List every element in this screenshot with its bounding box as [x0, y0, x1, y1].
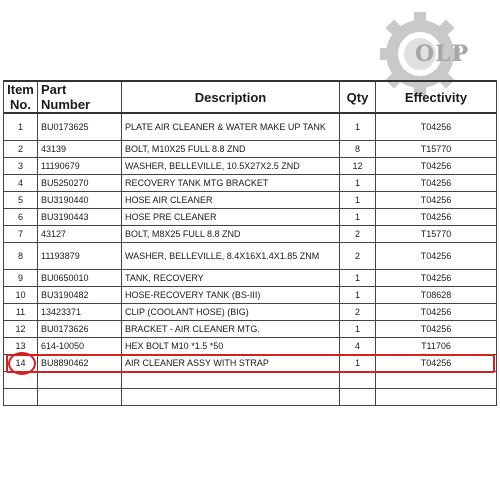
cell-item: 12 [4, 321, 38, 338]
cell-effectivity: T04256 [376, 304, 497, 321]
header-effectivity: Effectivity [376, 81, 497, 113]
cell-item: 13 [4, 338, 38, 355]
table-row [4, 270, 497, 287]
cell-description: HEX BOLT M10 *1.5 *50 [122, 338, 340, 355]
cell-description: CLIP (COOLANT HOSE) (BIG) [122, 304, 340, 321]
cell-part-number: 11190679 [38, 158, 122, 175]
cell-description: HOSE AIR CLEANER [122, 192, 340, 209]
cell-qty: 2 [340, 304, 376, 321]
cell-qty: 1 [340, 209, 376, 226]
cell-part-number: BU0173625 [38, 113, 122, 141]
cell-item: 7 [4, 226, 38, 243]
cell-qty: 4 [340, 338, 376, 355]
cell-item: 4 [4, 175, 38, 192]
header-part-number: Part Number [38, 81, 122, 113]
cell-description: WASHER, BELLEVILLE, 10.5X27X2.5 ZND [122, 158, 340, 175]
cell-effectivity: T04256 [376, 175, 497, 192]
cell-part-number: BU3190482 [38, 287, 122, 304]
cell-description: HOSE-RECOVERY TANK (BS-III) [122, 287, 340, 304]
cell-part-number: BU0650010 [38, 270, 122, 287]
cell-qty: 1 [340, 287, 376, 304]
cell-qty: 1 [340, 192, 376, 209]
cell-qty: 1 [340, 321, 376, 338]
logo-text: OLP [415, 41, 470, 67]
cell-item: 14 [4, 355, 38, 372]
cell-description: RECOVERY TANK MTG BRACKET [122, 175, 340, 192]
header-qty: Qty [340, 81, 376, 113]
cell-description: PLATE AIR CLEANER & WATER MAKE UP TANK [122, 113, 340, 141]
header-item-no: Item No. [4, 81, 38, 113]
cell-qty: 2 [340, 243, 376, 270]
cell-part-number: 11193879 [38, 243, 122, 270]
table-row [4, 158, 497, 175]
cell-qty: 1 [340, 113, 376, 141]
cell-qty: 8 [340, 141, 376, 158]
cell-description: AIR CLEANER ASSY WITH STRAP [122, 355, 340, 372]
cell-part-number: 43127 [38, 226, 122, 243]
cell-part-number: BU0173626 [38, 321, 122, 338]
empty-row [4, 389, 497, 406]
cell-effectivity: T04256 [376, 270, 497, 287]
cell-part-number: BU8890462 [38, 355, 122, 372]
table-row [4, 141, 497, 158]
table-row-highlighted [4, 355, 497, 372]
cell-item: 10 [4, 287, 38, 304]
cell-description: TANK, RECOVERY [122, 270, 340, 287]
cell-effectivity: T15770 [376, 141, 497, 158]
cell-description: BOLT, M8X25 FULL 8.8 ZND [122, 226, 340, 243]
cell-part-number: BU3190443 [38, 209, 122, 226]
cell-item: 8 [4, 243, 38, 270]
header-description: Description [122, 81, 340, 113]
table-row [4, 338, 497, 355]
cell-part-number: 43139 [38, 141, 122, 158]
cell-effectivity: T04256 [376, 113, 497, 141]
cell-part-number: 13423371 [38, 304, 122, 321]
table-row [4, 113, 497, 141]
cell-qty: 1 [340, 175, 376, 192]
cell-item: 11 [4, 304, 38, 321]
cell-qty: 1 [340, 270, 376, 287]
cell-description: HOSE PRE CLEANER [122, 209, 340, 226]
cell-part-number: BU5250270 [38, 175, 122, 192]
table-row [4, 192, 497, 209]
cell-effectivity: T08628 [376, 287, 497, 304]
table-row [4, 287, 497, 304]
cell-description: BRACKET - AIR CLEANER MTG. [122, 321, 340, 338]
cell-effectivity: T11706 [376, 338, 497, 355]
cell-item: 2 [4, 141, 38, 158]
table-row [4, 226, 497, 243]
table-header-row [4, 81, 497, 113]
parts-table [3, 80, 497, 406]
table-body [4, 113, 497, 406]
cell-effectivity: T04256 [376, 192, 497, 209]
cell-item: 3 [4, 158, 38, 175]
table-row [4, 243, 497, 270]
cell-effectivity: T04256 [376, 158, 497, 175]
cell-effectivity: T04256 [376, 243, 497, 270]
cell-effectivity: T04256 [376, 321, 497, 338]
table-row [4, 321, 497, 338]
cell-effectivity: T04256 [376, 355, 497, 372]
empty-row [4, 372, 497, 389]
table-row [4, 175, 497, 192]
cell-qty: 12 [340, 158, 376, 175]
table-row [4, 209, 497, 226]
cell-description: BOLT, M10X25 FULL 8.8 ZND [122, 141, 340, 158]
cell-item: 6 [4, 209, 38, 226]
cell-part-number: BU3190440 [38, 192, 122, 209]
cell-description: WASHER, BELLEVILLE, 8.4X16X1.4X1.85 ZNM [122, 243, 340, 270]
cell-qty: 2 [340, 226, 376, 243]
cell-item: 1 [4, 113, 38, 141]
cell-part-number: 614-10050 [38, 338, 122, 355]
table-row [4, 304, 497, 321]
cell-effectivity: T15770 [376, 226, 497, 243]
cell-effectivity: T04256 [376, 209, 497, 226]
cell-item: 5 [4, 192, 38, 209]
cell-item: 9 [4, 270, 38, 287]
cell-qty: 1 [340, 355, 376, 372]
